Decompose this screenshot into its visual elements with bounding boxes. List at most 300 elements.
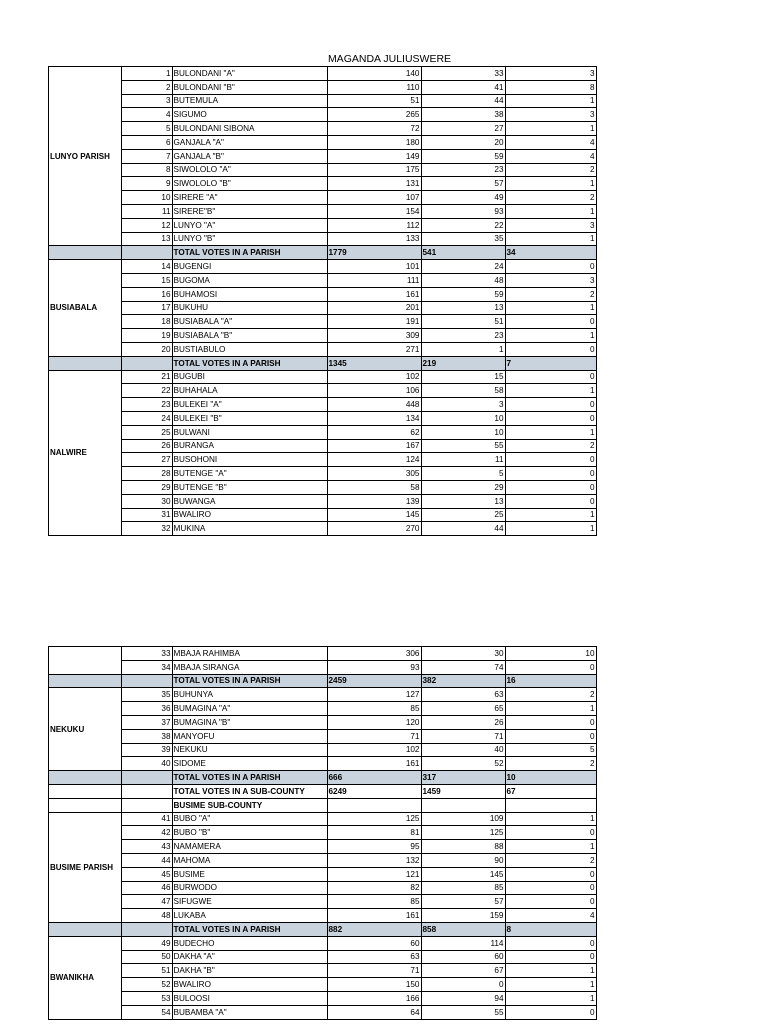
votes-column-2: 5 bbox=[421, 467, 505, 481]
votes-column-2: 10 bbox=[421, 411, 505, 425]
station-name: LUNYO "B" bbox=[172, 232, 327, 246]
votes-column-1: 270 bbox=[327, 522, 421, 536]
station-number: 20 bbox=[121, 342, 172, 356]
station-number: 25 bbox=[121, 425, 172, 439]
votes-column-3: 1 bbox=[505, 329, 596, 343]
votes-column-1: 51 bbox=[327, 94, 421, 108]
votes-column-1: 145 bbox=[327, 508, 421, 522]
votes-column-1: 150 bbox=[327, 978, 421, 992]
station-name: BUSOHONI bbox=[172, 453, 327, 467]
votes-column-2: 88 bbox=[421, 840, 505, 854]
votes-column-2 bbox=[421, 798, 505, 812]
total-votes-2: 382 bbox=[421, 674, 505, 688]
station-name: BUHAMOSI bbox=[172, 287, 327, 301]
station-name: MUKINA bbox=[172, 522, 327, 536]
subcounty-heading: BUSIME SUB-COUNTY bbox=[172, 798, 327, 812]
station-name: BUHUNYA bbox=[172, 688, 327, 702]
station-name: BUMAGINA "B" bbox=[172, 715, 327, 729]
station-name: BUBAMBA "A" bbox=[172, 1005, 327, 1019]
station-number: 37 bbox=[121, 715, 172, 729]
table-row bbox=[49, 122, 596, 136]
station-number: 39 bbox=[121, 743, 172, 757]
station-name: BUKUHU bbox=[172, 301, 327, 315]
votes-column-3: 0 bbox=[505, 715, 596, 729]
station-number: 15 bbox=[121, 273, 172, 287]
station-name: BULONDANI "B" bbox=[172, 80, 327, 94]
total-votes-1: 1345 bbox=[327, 356, 421, 370]
station-name: BULWANI bbox=[172, 425, 327, 439]
total-votes-1: 6249 bbox=[327, 784, 421, 798]
votes-column-3: 0 bbox=[505, 467, 596, 481]
table-row bbox=[49, 508, 596, 522]
votes-column-1: 71 bbox=[327, 729, 421, 743]
votes-column-2: 125 bbox=[421, 826, 505, 840]
total-row bbox=[49, 922, 596, 936]
votes-column-1: 125 bbox=[327, 812, 421, 826]
votes-column-3: 1 bbox=[505, 812, 596, 826]
votes-column-3: 1 bbox=[505, 384, 596, 398]
total-votes-2: 1459 bbox=[421, 784, 505, 798]
parish-name: BWANIKHA bbox=[49, 936, 121, 1019]
station-name: BULONDANI "A" bbox=[172, 67, 327, 81]
votes-column-3: 2 bbox=[505, 163, 596, 177]
votes-column-3: 10 bbox=[505, 647, 596, 661]
table-row bbox=[49, 204, 596, 218]
station-number: 52 bbox=[121, 978, 172, 992]
votes-column-2: 23 bbox=[421, 163, 505, 177]
votes-column-2: 38 bbox=[421, 108, 505, 122]
table-row bbox=[49, 743, 596, 757]
votes-column-1: 191 bbox=[327, 315, 421, 329]
votes-column-2: 41 bbox=[421, 80, 505, 94]
total-label: TOTAL VOTES IN A PARISH bbox=[172, 922, 327, 936]
votes-column-1: 71 bbox=[327, 964, 421, 978]
total-votes-3: 10 bbox=[505, 771, 596, 785]
total-votes-3: 7 bbox=[505, 356, 596, 370]
votes-column-1: 81 bbox=[327, 826, 421, 840]
votes-column-2: 13 bbox=[421, 494, 505, 508]
votes-column-1: 309 bbox=[327, 329, 421, 343]
station-number: 50 bbox=[121, 950, 172, 964]
station-name: DAKHA "A" bbox=[172, 950, 327, 964]
votes-column-2: 90 bbox=[421, 853, 505, 867]
total-row bbox=[49, 246, 596, 260]
station-name: BULEKEI "A" bbox=[172, 398, 327, 412]
votes-column-3: 1 bbox=[505, 964, 596, 978]
parish-name: NEKUKU bbox=[49, 688, 121, 771]
station-number: 9 bbox=[121, 177, 172, 191]
station-name: BUTEMULA bbox=[172, 94, 327, 108]
parish-name: BUSIME PARISH bbox=[49, 812, 121, 922]
station-name: BUSIME bbox=[172, 867, 327, 881]
votes-column-2: 159 bbox=[421, 909, 505, 923]
votes-column-1: 139 bbox=[327, 494, 421, 508]
table-row bbox=[49, 177, 596, 191]
table-row bbox=[49, 991, 596, 1005]
station-name: MBAJA RAHIMBA bbox=[172, 647, 327, 661]
votes-column-2: 94 bbox=[421, 991, 505, 1005]
votes-column-1: 95 bbox=[327, 840, 421, 854]
votes-column-3: 1 bbox=[505, 301, 596, 315]
parish-name bbox=[49, 784, 121, 798]
votes-column-3: 1 bbox=[505, 425, 596, 439]
votes-column-3: 0 bbox=[505, 398, 596, 412]
votes-column-3: 8 bbox=[505, 80, 596, 94]
station-number bbox=[121, 356, 172, 370]
votes-column-2: 11 bbox=[421, 453, 505, 467]
station-number: 16 bbox=[121, 287, 172, 301]
station-number: 54 bbox=[121, 1005, 172, 1019]
table-row bbox=[49, 301, 596, 315]
votes-column-3: 4 bbox=[505, 909, 596, 923]
votes-column-2: 22 bbox=[421, 218, 505, 232]
station-name: BUGENGI bbox=[172, 260, 327, 274]
total-votes-3: 8 bbox=[505, 922, 596, 936]
votes-column-2: 10 bbox=[421, 425, 505, 439]
parish-name bbox=[49, 922, 121, 936]
votes-column-3: 4 bbox=[505, 149, 596, 163]
votes-column-1: 102 bbox=[327, 370, 421, 384]
table-row bbox=[49, 439, 596, 453]
votes-column-3: 3 bbox=[505, 67, 596, 81]
votes-column-1: 134 bbox=[327, 411, 421, 425]
votes-column-2: 58 bbox=[421, 384, 505, 398]
votes-column-1: 64 bbox=[327, 1005, 421, 1019]
station-number: 22 bbox=[121, 384, 172, 398]
votes-column-3: 1 bbox=[505, 840, 596, 854]
votes-column-3: 0 bbox=[505, 370, 596, 384]
total-votes-1: 882 bbox=[327, 922, 421, 936]
table-row bbox=[49, 867, 596, 881]
votes-column-1: 133 bbox=[327, 232, 421, 246]
parish-name: LUNYO PARISH bbox=[49, 67, 121, 246]
votes-column-3: 2 bbox=[505, 439, 596, 453]
station-number: 28 bbox=[121, 467, 172, 481]
votes-column-1: 58 bbox=[327, 480, 421, 494]
votes-column-2: 59 bbox=[421, 287, 505, 301]
station-number: 17 bbox=[121, 301, 172, 315]
station-name: BUSIABALA "B" bbox=[172, 329, 327, 343]
total-label: TOTAL VOTES IN A SUB-COUNTY bbox=[172, 784, 327, 798]
station-name: BUWANGA bbox=[172, 494, 327, 508]
table-row bbox=[49, 342, 596, 356]
station-number: 18 bbox=[121, 315, 172, 329]
votes-column-2: 15 bbox=[421, 370, 505, 384]
parish-name: NALWIRE bbox=[49, 370, 121, 536]
table-row bbox=[49, 67, 596, 81]
votes-column-3: 0 bbox=[505, 453, 596, 467]
votes-column-1: 60 bbox=[327, 936, 421, 950]
votes-column-1: 161 bbox=[327, 757, 421, 771]
station-name: BUBO "B" bbox=[172, 826, 327, 840]
station-number: 41 bbox=[121, 812, 172, 826]
total-row bbox=[49, 784, 596, 798]
station-name: MAHOMA bbox=[172, 853, 327, 867]
table-row bbox=[49, 950, 596, 964]
table-row bbox=[49, 647, 596, 661]
votes-column-2: 85 bbox=[421, 881, 505, 895]
votes-column-3: 1 bbox=[505, 204, 596, 218]
table-row bbox=[49, 978, 596, 992]
votes-column-1: 101 bbox=[327, 260, 421, 274]
station-number: 51 bbox=[121, 964, 172, 978]
votes-column-1: 102 bbox=[327, 743, 421, 757]
votes-column-2: 25 bbox=[421, 508, 505, 522]
votes-column-1: 72 bbox=[327, 122, 421, 136]
votes-column-3: 3 bbox=[505, 218, 596, 232]
station-name: SIGUMO bbox=[172, 108, 327, 122]
table-row bbox=[49, 273, 596, 287]
station-name: GANJALA "B" bbox=[172, 149, 327, 163]
station-number: 38 bbox=[121, 729, 172, 743]
station-name: LUKABA bbox=[172, 909, 327, 923]
votes-column-3: 1 bbox=[505, 94, 596, 108]
station-number: 29 bbox=[121, 480, 172, 494]
votes-column-3 bbox=[505, 798, 596, 812]
station-number: 31 bbox=[121, 508, 172, 522]
votes-column-2: 49 bbox=[421, 191, 505, 205]
votes-column-1: 107 bbox=[327, 191, 421, 205]
table-row bbox=[49, 826, 596, 840]
results-table bbox=[49, 646, 597, 1020]
table-row bbox=[49, 453, 596, 467]
votes-column-2: 109 bbox=[421, 812, 505, 826]
votes-column-1: 161 bbox=[327, 287, 421, 301]
table-row bbox=[49, 425, 596, 439]
votes-column-3: 4 bbox=[505, 135, 596, 149]
table-row bbox=[49, 315, 596, 329]
votes-column-1: 271 bbox=[327, 342, 421, 356]
station-name: NEKUKU bbox=[172, 743, 327, 757]
station-number: 46 bbox=[121, 881, 172, 895]
station-number: 10 bbox=[121, 191, 172, 205]
station-name: MANYOFU bbox=[172, 729, 327, 743]
station-name: BUSIABALA "A" bbox=[172, 315, 327, 329]
table-row bbox=[49, 812, 596, 826]
station-number: 47 bbox=[121, 895, 172, 909]
table-row bbox=[49, 260, 596, 274]
table-row bbox=[49, 688, 596, 702]
votes-column-2: 145 bbox=[421, 867, 505, 881]
votes-column-3: 1 bbox=[505, 177, 596, 191]
table-row bbox=[49, 715, 596, 729]
votes-column-2: 0 bbox=[421, 978, 505, 992]
station-number: 5 bbox=[121, 122, 172, 136]
table-row bbox=[49, 398, 596, 412]
station-number: 23 bbox=[121, 398, 172, 412]
station-number bbox=[121, 246, 172, 260]
total-votes-3: 67 bbox=[505, 784, 596, 798]
station-number: 6 bbox=[121, 135, 172, 149]
total-label: TOTAL VOTES IN A PARISH bbox=[172, 356, 327, 370]
station-number bbox=[121, 922, 172, 936]
station-number: 19 bbox=[121, 329, 172, 343]
votes-column-3: 0 bbox=[505, 480, 596, 494]
votes-column-1: 161 bbox=[327, 909, 421, 923]
table-row bbox=[49, 287, 596, 301]
station-number bbox=[121, 674, 172, 688]
station-number: 42 bbox=[121, 826, 172, 840]
station-name: SIWOLOLO "A" bbox=[172, 163, 327, 177]
votes-column-3: 1 bbox=[505, 702, 596, 716]
votes-column-1: 63 bbox=[327, 950, 421, 964]
table-row bbox=[49, 522, 596, 536]
votes-column-1: 106 bbox=[327, 384, 421, 398]
votes-column-2: 67 bbox=[421, 964, 505, 978]
votes-column-3: 0 bbox=[505, 342, 596, 356]
station-name: BUMAGINA "A" bbox=[172, 702, 327, 716]
station-name: BUBO "A" bbox=[172, 812, 327, 826]
votes-column-2: 55 bbox=[421, 1005, 505, 1019]
parish-name bbox=[49, 674, 121, 688]
station-name: NAMAMERA bbox=[172, 840, 327, 854]
votes-column-3: 1 bbox=[505, 991, 596, 1005]
votes-column-1: 85 bbox=[327, 895, 421, 909]
table-row bbox=[49, 1005, 596, 1019]
station-name: MBAJA SIRANGA bbox=[172, 660, 327, 674]
station-name: SIWOLOLO "B" bbox=[172, 177, 327, 191]
total-votes-2: 541 bbox=[421, 246, 505, 260]
page-title: MAGANDA JULIUSWERE bbox=[327, 53, 452, 65]
table-row bbox=[49, 411, 596, 425]
votes-column-2: 71 bbox=[421, 729, 505, 743]
table-row bbox=[49, 702, 596, 716]
station-number: 44 bbox=[121, 853, 172, 867]
votes-column-2: 44 bbox=[421, 522, 505, 536]
votes-column-2: 23 bbox=[421, 329, 505, 343]
votes-column-3: 1 bbox=[505, 522, 596, 536]
votes-column-2: 26 bbox=[421, 715, 505, 729]
total-label: TOTAL VOTES IN A PARISH bbox=[172, 771, 327, 785]
total-votes-3: 16 bbox=[505, 674, 596, 688]
votes-column-3: 0 bbox=[505, 895, 596, 909]
votes-column-1: 85 bbox=[327, 702, 421, 716]
votes-column-3: 0 bbox=[505, 826, 596, 840]
station-number: 1 bbox=[121, 67, 172, 81]
votes-column-1: 180 bbox=[327, 135, 421, 149]
station-number bbox=[121, 798, 172, 812]
station-number: 11 bbox=[121, 204, 172, 218]
station-name: BULOOSI bbox=[172, 991, 327, 1005]
votes-column-2: 65 bbox=[421, 702, 505, 716]
votes-column-1: 265 bbox=[327, 108, 421, 122]
station-number: 30 bbox=[121, 494, 172, 508]
station-number: 33 bbox=[121, 647, 172, 661]
station-number: 43 bbox=[121, 840, 172, 854]
table-row bbox=[49, 494, 596, 508]
station-name: BUHAHALA bbox=[172, 384, 327, 398]
votes-column-2: 57 bbox=[421, 177, 505, 191]
results-table bbox=[49, 66, 597, 536]
table-row bbox=[49, 909, 596, 923]
station-name: DAKHA "B" bbox=[172, 964, 327, 978]
parish-name bbox=[49, 246, 121, 260]
table-row bbox=[49, 149, 596, 163]
votes-column-1: 62 bbox=[327, 425, 421, 439]
table-row bbox=[49, 467, 596, 481]
votes-column-3: 2 bbox=[505, 757, 596, 771]
table-row bbox=[49, 370, 596, 384]
votes-column-3: 2 bbox=[505, 853, 596, 867]
table-row bbox=[49, 80, 596, 94]
station-name: BULONDANI SIBONA bbox=[172, 122, 327, 136]
station-name: BWALIRO bbox=[172, 978, 327, 992]
parish-name bbox=[49, 356, 121, 370]
votes-column-1: 111 bbox=[327, 273, 421, 287]
total-row bbox=[49, 674, 596, 688]
parish-name bbox=[49, 647, 121, 675]
parish-name bbox=[49, 798, 121, 812]
table-row bbox=[49, 660, 596, 674]
station-number: 40 bbox=[121, 757, 172, 771]
station-number: 45 bbox=[121, 867, 172, 881]
votes-column-3: 3 bbox=[505, 108, 596, 122]
votes-column-2: 57 bbox=[421, 895, 505, 909]
total-votes-1: 2459 bbox=[327, 674, 421, 688]
parish-name bbox=[49, 771, 121, 785]
table-row bbox=[49, 840, 596, 854]
votes-column-1: 131 bbox=[327, 177, 421, 191]
station-name: BUTENGE "A" bbox=[172, 467, 327, 481]
table-row bbox=[49, 895, 596, 909]
votes-column-3: 0 bbox=[505, 260, 596, 274]
results-table-page-2 bbox=[48, 646, 596, 1020]
votes-column-3: 0 bbox=[505, 881, 596, 895]
total-row bbox=[49, 356, 596, 370]
station-number: 12 bbox=[121, 218, 172, 232]
votes-column-2: 30 bbox=[421, 647, 505, 661]
subcounty-heading-row bbox=[49, 798, 596, 812]
votes-column-1: 140 bbox=[327, 67, 421, 81]
votes-column-3: 0 bbox=[505, 315, 596, 329]
total-votes-3: 34 bbox=[505, 246, 596, 260]
station-name: BUTENGE "B" bbox=[172, 480, 327, 494]
votes-column-2: 40 bbox=[421, 743, 505, 757]
station-number: 53 bbox=[121, 991, 172, 1005]
total-label: TOTAL VOTES IN A PARISH bbox=[172, 246, 327, 260]
votes-column-2: 114 bbox=[421, 936, 505, 950]
table-row bbox=[49, 329, 596, 343]
station-name: BURANGA bbox=[172, 439, 327, 453]
votes-column-2: 3 bbox=[421, 398, 505, 412]
station-name: BUGUBI bbox=[172, 370, 327, 384]
votes-column-3: 0 bbox=[505, 660, 596, 674]
station-name: BUGOMA bbox=[172, 273, 327, 287]
table-row bbox=[49, 853, 596, 867]
table-row bbox=[49, 881, 596, 895]
votes-column-1: 82 bbox=[327, 881, 421, 895]
votes-column-2: 93 bbox=[421, 204, 505, 218]
votes-column-3: 0 bbox=[505, 936, 596, 950]
station-number bbox=[121, 784, 172, 798]
votes-column-1: 167 bbox=[327, 439, 421, 453]
table-row bbox=[49, 232, 596, 246]
table-row bbox=[49, 480, 596, 494]
votes-column-2: 55 bbox=[421, 439, 505, 453]
station-name: GANJALA "A" bbox=[172, 135, 327, 149]
table-row bbox=[49, 135, 596, 149]
votes-column-1: 305 bbox=[327, 467, 421, 481]
table-row bbox=[49, 94, 596, 108]
total-votes-1: 1779 bbox=[327, 246, 421, 260]
station-number: 48 bbox=[121, 909, 172, 923]
votes-column-1: 154 bbox=[327, 204, 421, 218]
station-number: 2 bbox=[121, 80, 172, 94]
votes-column-1: 448 bbox=[327, 398, 421, 412]
votes-column-3: 2 bbox=[505, 191, 596, 205]
votes-column-2: 52 bbox=[421, 757, 505, 771]
votes-column-2: 35 bbox=[421, 232, 505, 246]
